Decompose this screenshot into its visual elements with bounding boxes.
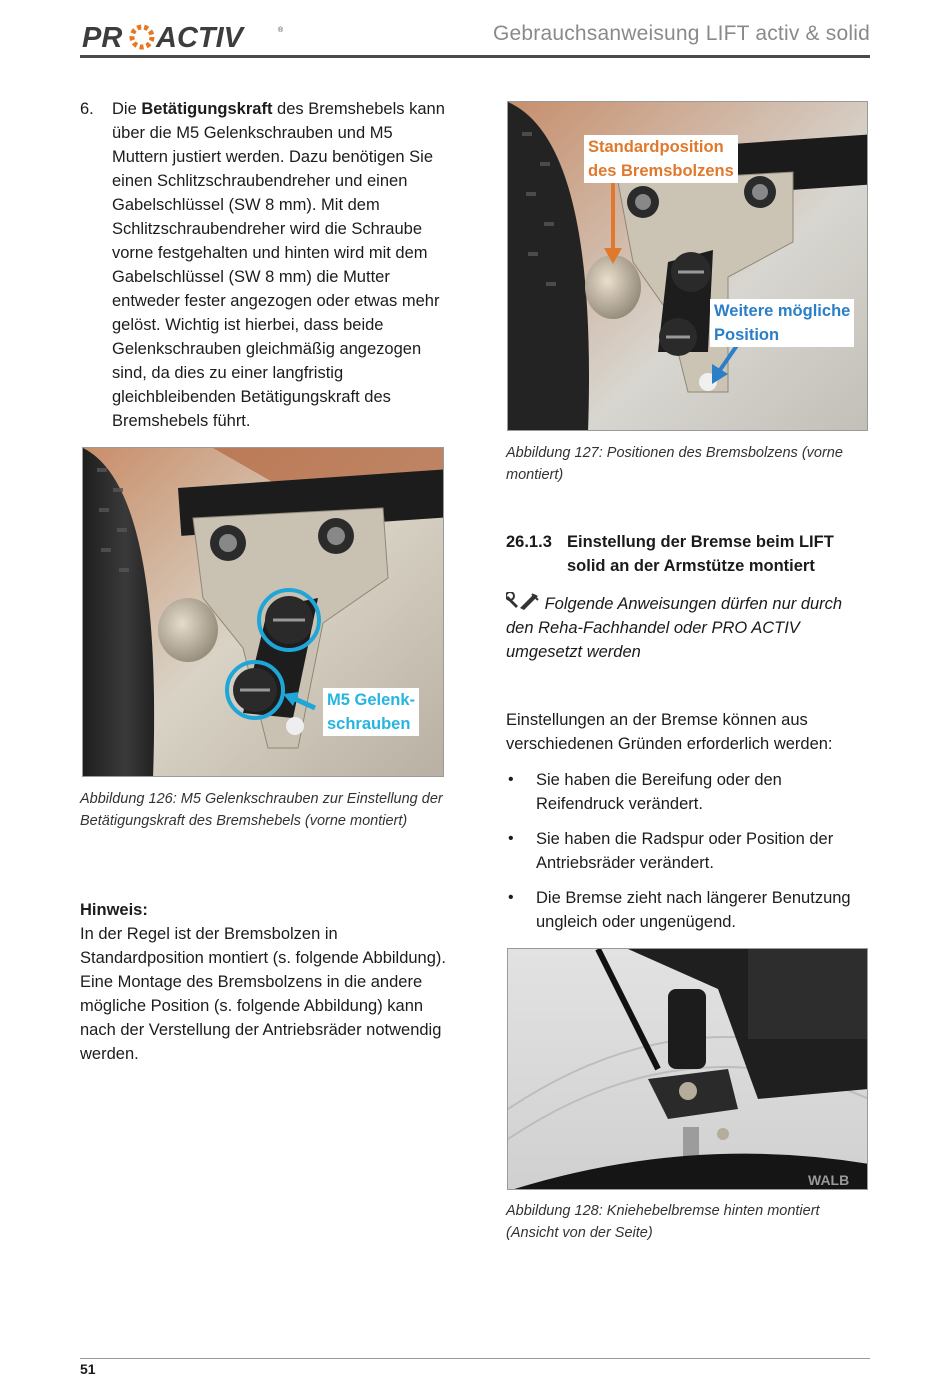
page-header <box>80 14 870 58</box>
reasons-list <box>506 768 868 945</box>
step-6 <box>80 97 445 433</box>
section-number: 26.1.3 <box>506 533 552 551</box>
step-number: 6. <box>80 100 94 118</box>
figure-128-photo <box>507 948 868 1190</box>
step-text <box>112 97 445 433</box>
step-text-lead: Die <box>112 100 142 118</box>
step-text-rest: des Bremshebels kann über die M5 Gelenkschrauben und M5 Muttern justiert werden. Dazu benötigen Sie einen Schlitzschraubendreher und einen Gabelschlüssel (SW 8 mm). Mit dem Schlitzschraubendreher wird die Schraube vorne festgehalten und hinten wird mit dem Gabelschlüssel (SW 8 mm) die Mutter entweder fester angezogen oder etwas mehr gelöst. Wichtig ist hierbei, dass beide Gelenkschrauben gleichmäßig angezogen sind, da dies zu einer langfristig gleichbleibenden Betätigungskraft des Bremshebels führt. <box>112 100 445 430</box>
section-intro: Einstellungen an der Bremse können aus verschiedenen Gründen erforderlich werden: <box>506 711 833 753</box>
callout-other-line2: Position <box>714 326 780 344</box>
page-number: 51 <box>80 1361 96 1377</box>
caption-figure-127: Abbildung 127: Positionen des Bremsbolzens (vorne montiert) <box>506 445 843 483</box>
notice-text: Folgende Anweisungen dürfen nur durch den Reha-Fachhandel oder PRO ACTIV umgesetzt werden <box>506 595 843 661</box>
callout-m5-line2: schrauben <box>327 715 411 733</box>
list-item: • Sie haben die Radspur oder Position der Antriebsräder verändert. <box>506 827 868 875</box>
list-item: • Sie haben die Bereifung oder den Reifendruck verändert. <box>506 768 868 816</box>
callout-other-line1: Weitere mögliche <box>714 302 851 320</box>
caption-figure-126: Abbildung 126: M5 Gelenkschrauben zur Einstellung der Betätigungskraft des Bremshebels (vorne montiert) <box>80 791 443 829</box>
header-divider <box>80 55 870 58</box>
figure-126-photo <box>82 447 444 777</box>
callout-standard-position <box>584 135 738 183</box>
step-text-bold: Betätigungskraft <box>141 100 273 118</box>
hint-block <box>80 898 450 1066</box>
footer-divider <box>80 1358 870 1359</box>
tools-icon <box>506 592 540 612</box>
svg-text:ACTIV: ACTIV <box>156 22 243 54</box>
pro-activ-logo <box>82 20 292 54</box>
figure-127-photo <box>507 101 868 431</box>
section-title: Einstellung der Bremse beim LIFT solid an der Armstütze montiert <box>567 533 834 575</box>
callout-standard-line2: des Bremsbolzens <box>588 162 734 180</box>
caption-figure-128: Abbildung 128: Kniehebelbremse hinten montiert (Ansicht von der Seite) <box>506 1203 820 1241</box>
notice-specialist <box>506 592 868 664</box>
callout-other-position <box>710 299 854 347</box>
callout-standard-line1: Standardposition <box>588 138 724 156</box>
callout-m5-screws <box>323 688 419 736</box>
callout-m5-line1: M5 Gelenk- <box>327 691 416 709</box>
hint-text: In der Regel ist der Bremsbolzen in Standardposition montiert (s. folgende Abbildung). Eine Montage des Bremsbolzens in die andere mögliche Position (s. folgende Abbildung) kann nach der Verstellung der Antriebsräder notwendig werden. <box>80 925 446 1063</box>
hint-title: Hinweis: <box>80 901 148 919</box>
document-title: Gebrauchsanweisung LIFT activ & solid <box>492 22 870 45</box>
svg-text:®: ® <box>278 27 284 34</box>
tire-brand-text: WALB <box>808 1172 850 1188</box>
list-item: • Die Bremse zieht nach längerer Benutzung ungleich oder ungenügend. <box>506 886 868 934</box>
svg-text:PR: PR <box>82 22 123 54</box>
